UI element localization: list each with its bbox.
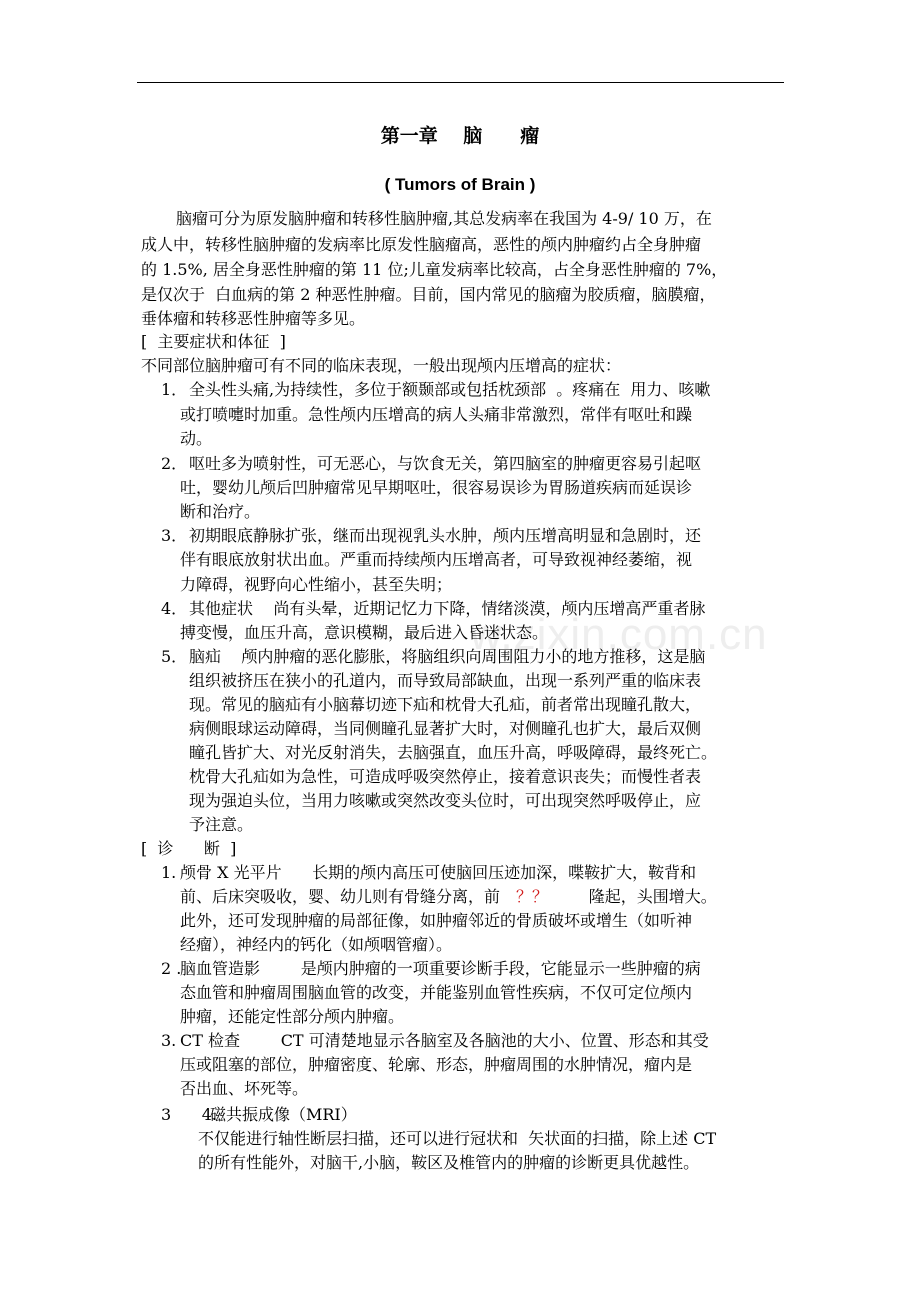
symptom-line: 其他症状 尚有头晕，近期记忆力下降，情绪淡漠，颅内压增高严重者脉	[189, 599, 706, 618]
diagnosis-number: 2 .	[161, 959, 182, 978]
diagnosis-line: 态血管和肿瘤周围脑血管的改变，并能鉴别血管性疾病，不仅可定位颅内	[180, 983, 693, 1002]
diagnosis-text: 隆起，头围增大。	[548, 887, 717, 906]
diagnosis-line: 否出血、坏死等。	[180, 1079, 309, 1098]
intro-line: 成人中，转移性脑肿瘤的发病率比原发性脑瘤高，恶性的颅内肿瘤约占全身肿瘤	[141, 235, 702, 254]
symptom-line: 脑疝 颅内肿瘤的恶化膨胀，将脑组织向周围阻力小的地方推移，这是脑	[189, 647, 706, 666]
diagnosis-line: 肿瘤，还能定性部分颅内肿瘤。	[180, 1007, 405, 1026]
unreadable-marks: ？？	[516, 887, 549, 906]
watermark: w.zixin.com.cn	[470, 610, 768, 659]
symptom-line: 动。	[180, 429, 213, 448]
symptom-line: 予注意。	[189, 815, 254, 834]
diagnosis-line: 不仅能进行轴性断层扫描，还可以进行冠状和 矢状面的扫描，除上述 CT	[198, 1129, 717, 1148]
symptom-line: 力障碍，视野向心性缩小，甚至失明；	[180, 575, 453, 594]
diagnosis-number: 3 4.	[161, 1105, 217, 1124]
symptom-line: 病侧眼球运动障碍，当同侧瞳孔显著扩大时，对侧瞳孔也扩大，最后双侧	[189, 719, 702, 738]
intro-line: 垂体瘤和转移恶性肿瘤等多见。	[141, 309, 366, 328]
symptom-line: 现。常见的脑疝有小脑幕切迹下疝和枕骨大孔疝，前者常出现瞳孔散大，	[189, 695, 702, 714]
intro-line: 是仅次于 白血病的第 2 种恶性肿瘤。目前，国内常见的脑瘤为胶质瘤，脑膜瘤，	[141, 285, 716, 304]
diagnosis-line: 脑血管造影 是颅内肿瘤的一项重要诊断手段，它能显示一些肿瘤的病	[180, 959, 701, 978]
symptom-line: 组织被挤压在狭小的孔道内，而导致局部缺血，出现一系列严重的临床表	[189, 671, 702, 690]
header-rule	[137, 82, 784, 83]
diagnosis-number: 1.	[161, 863, 177, 882]
symptom-line: 枕骨大孔疝如为急性，可造成呼吸突然停止，接着意识丧失；而慢性者表	[189, 767, 702, 786]
symptom-number: 4．	[161, 599, 188, 618]
symptom-line: 或打喷嚏时加重。急性颅内压增高的病人头痛非常激烈，常伴有呕吐和躁	[180, 405, 693, 424]
diagnosis-line: 此外，还可发现肿瘤的局部征像，如肿瘤邻近的骨质破坏或增生（如听神	[180, 911, 693, 930]
symptom-line: 断和治疗。	[180, 502, 261, 521]
diagnosis-line: CT 检查 CT 可清楚地显示各脑室及各脑池的大小、位置、形态和其受	[180, 1031, 709, 1050]
symptom-line: 伴有眼底放射状出血。严重而持续颅内压增高者，可导致视神经萎缩，视	[180, 550, 693, 569]
symptom-number: 2．	[161, 454, 188, 473]
chapter-title: 第一章 脑 瘤	[380, 125, 540, 147]
symptom-number: 1．	[161, 380, 188, 399]
symptoms-heading: [ 主要症状和体征 ]	[141, 332, 286, 351]
symptom-line: 呕吐多为喷射性，可无恶心，与饮食无关，第四脑室的肿瘤更容易引起呕	[189, 454, 702, 473]
diagnosis-heading: [ 诊 断 ]	[141, 839, 237, 858]
symptoms-lead: 不同部位脑肿瘤可有不同的临床表现，一般出现颅内压增高的症状：	[141, 356, 622, 375]
diagnosis-text: 前、后床突吸收，婴、幼儿则有骨缝分离，前	[180, 887, 501, 906]
diagnosis-number: 3.	[161, 1031, 177, 1050]
symptom-line: 全头性头痛,为持续性，多位于额颞部或包括枕颈部 。疼痛在 用力、咳嗽	[189, 380, 711, 399]
chapter-subtitle: ( Tumors of Brain )	[384, 175, 536, 194]
symptom-number: 3．	[161, 526, 188, 545]
diagnosis-line: 颅骨 X 光平片 长期的颅内高压可使脑回压迹加深，喋鞍扩大，鞍背和	[180, 863, 697, 882]
intro-line: 脑瘤可分为原发脑肿瘤和转移性脑肿瘤,其总发病率在我国为 4-9/ 10 万，在	[176, 209, 712, 228]
intro-line: 的 1.5%, 居全身恶性肿瘤的第 11 位;儿童发病率比较高，占全身恶性肿瘤的 7%，	[141, 260, 728, 279]
diagnosis-line	[180, 886, 717, 908]
symptom-line: 吐，婴幼儿颅后凹肿瘤常见早期呕吐，很容易误诊为胃肠道疾病而延误诊	[180, 478, 693, 497]
symptom-line: 搏变慢，血压升高，意识模糊，最后进入昏迷状态。	[180, 623, 549, 642]
diagnosis-line: 的所有性能外，对脑干,小脑，鞍区及椎管内的肿瘤的诊断更具优越性。	[198, 1153, 700, 1172]
diagnosis-line: 磁共振成像（MRI）	[210, 1105, 357, 1124]
symptom-line: 现为强迫头位，当用力咳嗽或突然改变头位时，可出现突然呼吸停止，应	[189, 791, 702, 810]
diagnosis-line: 压或阻塞的部位，肿瘤密度、轮廓、形态，肿瘤周围的水肿情况，瘤内是	[180, 1055, 693, 1074]
symptom-line: 瞳孔皆扩大、对光反射消失，去脑强直，血压升高，呼吸障碍，最终死亡。	[189, 743, 718, 762]
symptom-line: 初期眼底静脉扩张，继而出现视乳头水肿，颅内压增高明显和急剧时，还	[189, 526, 702, 545]
symptom-number: 5．	[161, 647, 188, 666]
diagnosis-line: 经瘤），神经内的钙化（如颅咽管瘤）。	[180, 935, 453, 954]
